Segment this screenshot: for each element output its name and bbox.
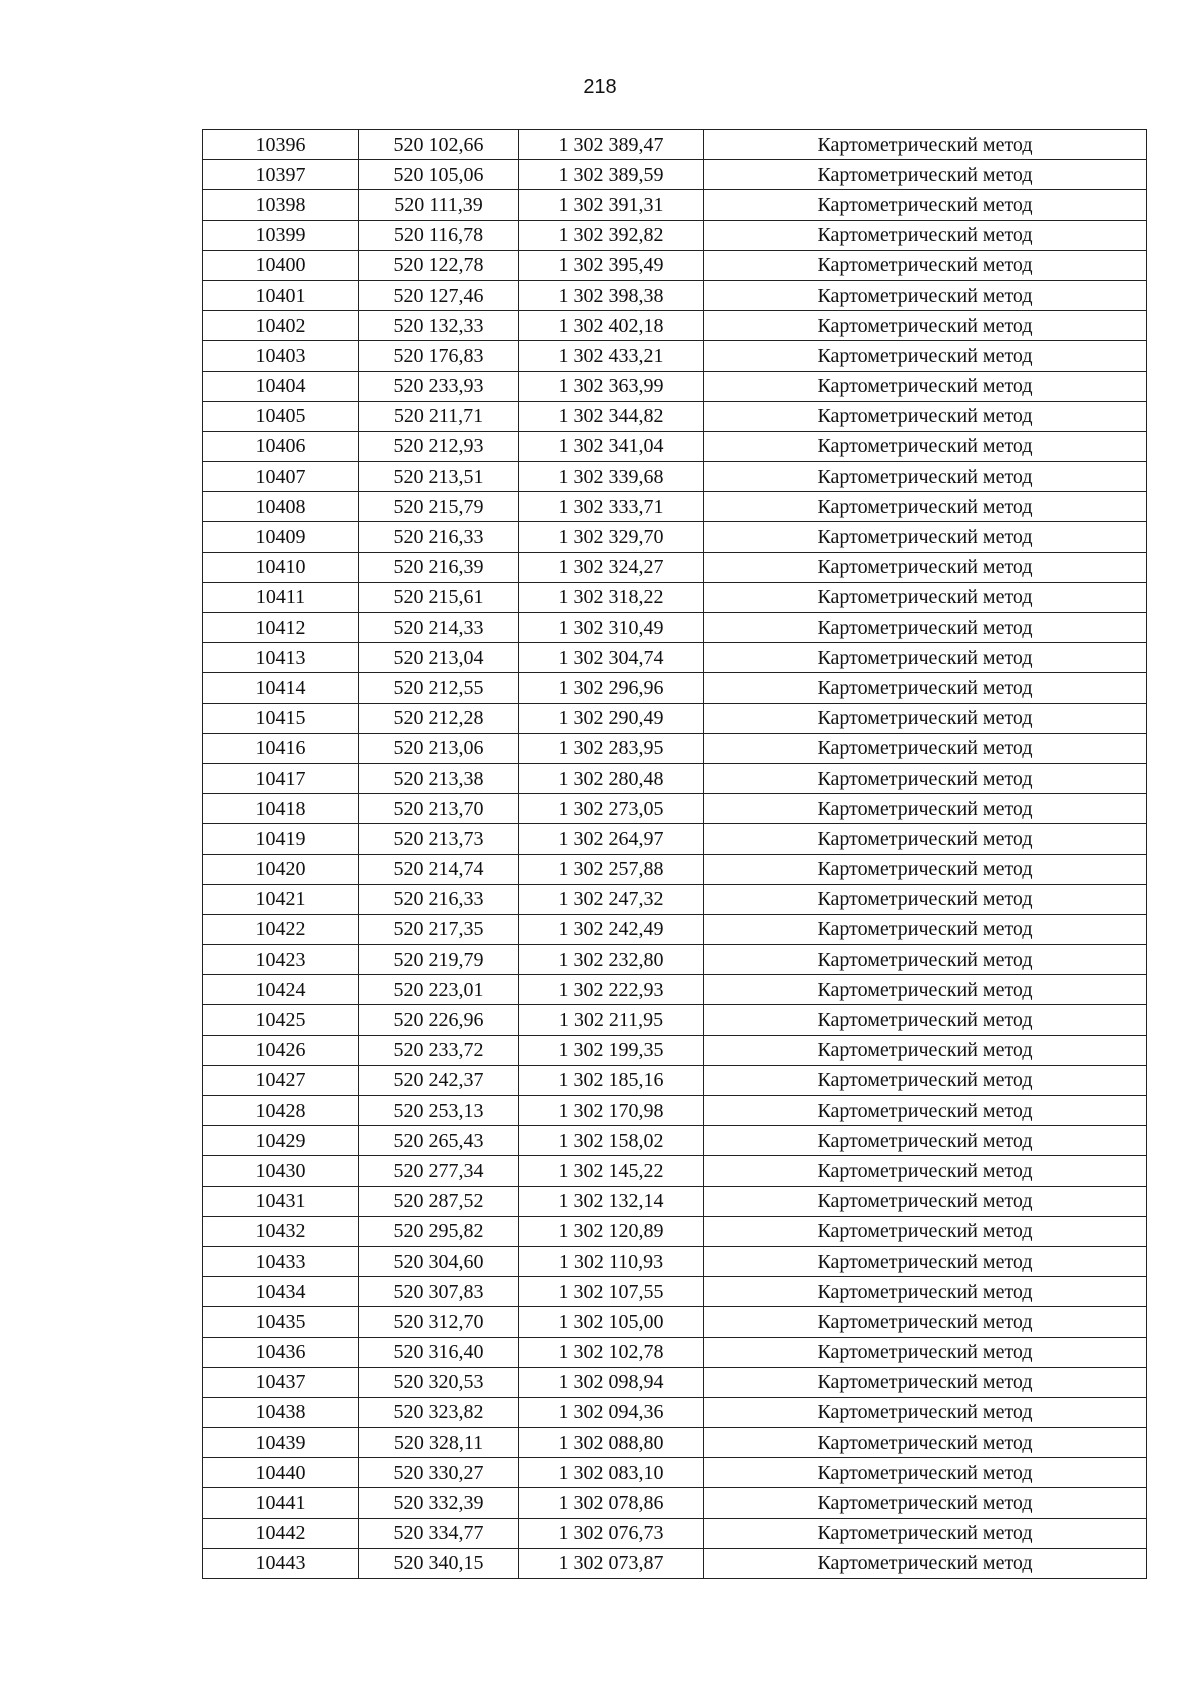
y-coordinate-cell: 1 302 264,97 — [519, 824, 704, 854]
table-row — [203, 220, 1147, 250]
coordinates-table-body — [203, 130, 1147, 1579]
x-coordinate-cell: 520 219,79 — [359, 945, 519, 975]
table-row — [203, 1216, 1147, 1246]
point-number-cell: 10403 — [203, 341, 359, 371]
y-coordinate-cell: 1 302 107,55 — [519, 1277, 704, 1307]
y-coordinate-cell: 1 302 398,38 — [519, 280, 704, 310]
x-coordinate-cell: 520 212,93 — [359, 431, 519, 461]
method-cell: Картометрический метод — [704, 280, 1147, 310]
method-cell: Картометрический метод — [704, 1246, 1147, 1276]
y-coordinate-cell: 1 302 078,86 — [519, 1488, 704, 1518]
y-coordinate-cell: 1 302 120,89 — [519, 1216, 704, 1246]
x-coordinate-cell: 520 287,52 — [359, 1186, 519, 1216]
x-coordinate-cell: 520 295,82 — [359, 1216, 519, 1246]
method-cell: Картометрический метод — [704, 975, 1147, 1005]
table-row — [203, 130, 1147, 160]
y-coordinate-cell: 1 302 273,05 — [519, 794, 704, 824]
y-coordinate-cell: 1 302 076,73 — [519, 1518, 704, 1548]
point-number-cell: 10406 — [203, 431, 359, 461]
method-cell: Картометрический метод — [704, 884, 1147, 914]
point-number-cell: 10437 — [203, 1367, 359, 1397]
x-coordinate-cell: 520 320,53 — [359, 1367, 519, 1397]
y-coordinate-cell: 1 302 392,82 — [519, 220, 704, 250]
method-cell: Картометрический метод — [704, 643, 1147, 673]
method-cell: Картометрический метод — [704, 582, 1147, 612]
method-cell: Картометрический метод — [704, 1186, 1147, 1216]
table-row — [203, 1518, 1147, 1548]
y-coordinate-cell: 1 302 391,31 — [519, 190, 704, 220]
method-cell: Картометрический метод — [704, 492, 1147, 522]
y-coordinate-cell: 1 302 073,87 — [519, 1548, 704, 1578]
table-row — [203, 1458, 1147, 1488]
method-cell: Картометрический метод — [704, 1458, 1147, 1488]
method-cell: Картометрический метод — [704, 794, 1147, 824]
x-coordinate-cell: 520 242,37 — [359, 1065, 519, 1095]
table-row — [203, 582, 1147, 612]
method-cell: Картометрический метод — [704, 763, 1147, 793]
table-row — [203, 1035, 1147, 1065]
method-cell: Картометрический метод — [704, 914, 1147, 944]
point-number-cell: 10416 — [203, 733, 359, 763]
table-row — [203, 1005, 1147, 1035]
method-cell: Картометрический метод — [704, 1277, 1147, 1307]
table-row — [203, 1397, 1147, 1427]
x-coordinate-cell: 520 340,15 — [359, 1548, 519, 1578]
y-coordinate-cell: 1 302 402,18 — [519, 311, 704, 341]
table-row — [203, 431, 1147, 461]
point-number-cell: 10443 — [203, 1548, 359, 1578]
table-row — [203, 492, 1147, 522]
y-coordinate-cell: 1 302 333,71 — [519, 492, 704, 522]
y-coordinate-cell: 1 302 290,49 — [519, 703, 704, 733]
point-number-cell: 10408 — [203, 492, 359, 522]
x-coordinate-cell: 520 211,71 — [359, 401, 519, 431]
y-coordinate-cell: 1 302 098,94 — [519, 1367, 704, 1397]
x-coordinate-cell: 520 213,73 — [359, 824, 519, 854]
method-cell: Картометрический метод — [704, 1216, 1147, 1246]
x-coordinate-cell: 520 217,35 — [359, 914, 519, 944]
point-number-cell: 10398 — [203, 190, 359, 220]
method-cell: Картометрический метод — [704, 341, 1147, 371]
point-number-cell: 10396 — [203, 130, 359, 160]
point-number-cell: 10421 — [203, 884, 359, 914]
point-number-cell: 10433 — [203, 1246, 359, 1276]
x-coordinate-cell: 520 223,01 — [359, 975, 519, 1005]
y-coordinate-cell: 1 302 185,16 — [519, 1065, 704, 1095]
point-number-cell: 10431 — [203, 1186, 359, 1216]
point-number-cell: 10436 — [203, 1337, 359, 1367]
y-coordinate-cell: 1 302 094,36 — [519, 1397, 704, 1427]
point-number-cell: 10434 — [203, 1277, 359, 1307]
x-coordinate-cell: 520 216,39 — [359, 552, 519, 582]
x-coordinate-cell: 520 213,04 — [359, 643, 519, 673]
y-coordinate-cell: 1 302 110,93 — [519, 1246, 704, 1276]
x-coordinate-cell: 520 307,83 — [359, 1277, 519, 1307]
point-number-cell: 10432 — [203, 1216, 359, 1246]
x-coordinate-cell: 520 253,13 — [359, 1096, 519, 1126]
method-cell: Картометрический метод — [704, 1096, 1147, 1126]
table-row — [203, 552, 1147, 582]
method-cell: Картометрический метод — [704, 401, 1147, 431]
table-row — [203, 1548, 1147, 1578]
method-cell: Картометрический метод — [704, 1126, 1147, 1156]
x-coordinate-cell: 520 212,28 — [359, 703, 519, 733]
table-row — [203, 613, 1147, 643]
x-coordinate-cell: 520 105,06 — [359, 160, 519, 190]
y-coordinate-cell: 1 302 242,49 — [519, 914, 704, 944]
y-coordinate-cell: 1 302 105,00 — [519, 1307, 704, 1337]
point-number-cell: 10412 — [203, 613, 359, 643]
point-number-cell: 10425 — [203, 1005, 359, 1035]
y-coordinate-cell: 1 302 145,22 — [519, 1156, 704, 1186]
point-number-cell: 10428 — [203, 1096, 359, 1126]
table-row — [203, 643, 1147, 673]
table-row — [203, 975, 1147, 1005]
method-cell: Картометрический метод — [704, 703, 1147, 733]
point-number-cell: 10397 — [203, 160, 359, 190]
y-coordinate-cell: 1 302 296,96 — [519, 673, 704, 703]
y-coordinate-cell: 1 302 158,02 — [519, 1126, 704, 1156]
x-coordinate-cell: 520 214,33 — [359, 613, 519, 643]
y-coordinate-cell: 1 302 283,95 — [519, 733, 704, 763]
table-row — [203, 250, 1147, 280]
method-cell: Картометрический метод — [704, 613, 1147, 643]
y-coordinate-cell: 1 302 363,99 — [519, 371, 704, 401]
table-row — [203, 462, 1147, 492]
x-coordinate-cell: 520 215,79 — [359, 492, 519, 522]
y-coordinate-cell: 1 302 170,98 — [519, 1096, 704, 1126]
method-cell: Картометрический метод — [704, 1005, 1147, 1035]
x-coordinate-cell: 520 213,06 — [359, 733, 519, 763]
point-number-cell: 10424 — [203, 975, 359, 1005]
x-coordinate-cell: 520 330,27 — [359, 1458, 519, 1488]
x-coordinate-cell: 520 116,78 — [359, 220, 519, 250]
table-row — [203, 1428, 1147, 1458]
table-row — [203, 1065, 1147, 1095]
x-coordinate-cell: 520 122,78 — [359, 250, 519, 280]
x-coordinate-cell: 520 102,66 — [359, 130, 519, 160]
table-row — [203, 733, 1147, 763]
point-number-cell: 10423 — [203, 945, 359, 975]
point-number-cell: 10430 — [203, 1156, 359, 1186]
point-number-cell: 10440 — [203, 1458, 359, 1488]
method-cell: Картометрический метод — [704, 311, 1147, 341]
x-coordinate-cell: 520 334,77 — [359, 1518, 519, 1548]
table-row — [203, 884, 1147, 914]
y-coordinate-cell: 1 302 132,14 — [519, 1186, 704, 1216]
table-row — [203, 945, 1147, 975]
x-coordinate-cell: 520 214,74 — [359, 854, 519, 884]
y-coordinate-cell: 1 302 280,48 — [519, 763, 704, 793]
table-row — [203, 1096, 1147, 1126]
table-row — [203, 703, 1147, 733]
point-number-cell: 10417 — [203, 763, 359, 793]
method-cell: Картометрический метод — [704, 1548, 1147, 1578]
method-cell: Картометрический метод — [704, 250, 1147, 280]
table-row — [203, 854, 1147, 884]
x-coordinate-cell: 520 277,34 — [359, 1156, 519, 1186]
point-number-cell: 10401 — [203, 280, 359, 310]
point-number-cell: 10407 — [203, 462, 359, 492]
point-number-cell: 10404 — [203, 371, 359, 401]
table-row — [203, 522, 1147, 552]
y-coordinate-cell: 1 302 339,68 — [519, 462, 704, 492]
point-number-cell: 10402 — [203, 311, 359, 341]
point-number-cell: 10409 — [203, 522, 359, 552]
point-number-cell: 10405 — [203, 401, 359, 431]
x-coordinate-cell: 520 111,39 — [359, 190, 519, 220]
point-number-cell: 10435 — [203, 1307, 359, 1337]
method-cell: Картометрический метод — [704, 1035, 1147, 1065]
method-cell: Картометрический метод — [704, 945, 1147, 975]
method-cell: Картометрический метод — [704, 1488, 1147, 1518]
x-coordinate-cell: 520 332,39 — [359, 1488, 519, 1518]
point-number-cell: 10415 — [203, 703, 359, 733]
method-cell: Картометрический метод — [704, 854, 1147, 884]
y-coordinate-cell: 1 302 083,10 — [519, 1458, 704, 1488]
table-row — [203, 1246, 1147, 1276]
y-coordinate-cell: 1 302 257,88 — [519, 854, 704, 884]
table-row — [203, 914, 1147, 944]
point-number-cell: 10439 — [203, 1428, 359, 1458]
method-cell: Картометрический метод — [704, 1367, 1147, 1397]
method-cell: Картометрический метод — [704, 130, 1147, 160]
point-number-cell: 10441 — [203, 1488, 359, 1518]
table-row — [203, 1337, 1147, 1367]
method-cell: Картометрический метод — [704, 824, 1147, 854]
y-coordinate-cell: 1 302 433,21 — [519, 341, 704, 371]
table-row — [203, 341, 1147, 371]
table-row — [203, 763, 1147, 793]
x-coordinate-cell: 520 233,93 — [359, 371, 519, 401]
method-cell: Картометрический метод — [704, 1156, 1147, 1186]
method-cell: Картометрический метод — [704, 462, 1147, 492]
method-cell: Картометрический метод — [704, 1307, 1147, 1337]
table-row — [203, 1307, 1147, 1337]
x-coordinate-cell: 520 216,33 — [359, 522, 519, 552]
y-coordinate-cell: 1 302 389,47 — [519, 130, 704, 160]
y-coordinate-cell: 1 302 199,35 — [519, 1035, 704, 1065]
y-coordinate-cell: 1 302 324,27 — [519, 552, 704, 582]
table-row — [203, 824, 1147, 854]
x-coordinate-cell: 520 323,82 — [359, 1397, 519, 1427]
y-coordinate-cell: 1 302 247,32 — [519, 884, 704, 914]
point-number-cell: 10411 — [203, 582, 359, 612]
method-cell: Картометрический метод — [704, 371, 1147, 401]
method-cell: Картометрический метод — [704, 1428, 1147, 1458]
point-number-cell: 10413 — [203, 643, 359, 673]
x-coordinate-cell: 520 304,60 — [359, 1246, 519, 1276]
x-coordinate-cell: 520 226,96 — [359, 1005, 519, 1035]
y-coordinate-cell: 1 302 222,93 — [519, 975, 704, 1005]
point-number-cell: 10418 — [203, 794, 359, 824]
table-row — [203, 1156, 1147, 1186]
table-row — [203, 1367, 1147, 1397]
y-coordinate-cell: 1 302 318,22 — [519, 582, 704, 612]
y-coordinate-cell: 1 302 389,59 — [519, 160, 704, 190]
table-row — [203, 371, 1147, 401]
coordinates-table — [202, 129, 1147, 1579]
table-row — [203, 401, 1147, 431]
table-row — [203, 280, 1147, 310]
x-coordinate-cell: 520 316,40 — [359, 1337, 519, 1367]
x-coordinate-cell: 520 176,83 — [359, 341, 519, 371]
table-row — [203, 1277, 1147, 1307]
method-cell: Картометрический метод — [704, 160, 1147, 190]
point-number-cell: 10429 — [203, 1126, 359, 1156]
method-cell: Картометрический метод — [704, 190, 1147, 220]
y-coordinate-cell: 1 302 304,74 — [519, 643, 704, 673]
table-row — [203, 794, 1147, 824]
x-coordinate-cell: 520 132,33 — [359, 311, 519, 341]
point-number-cell: 10427 — [203, 1065, 359, 1095]
method-cell: Картометрический метод — [704, 522, 1147, 552]
x-coordinate-cell: 520 127,46 — [359, 280, 519, 310]
point-number-cell: 10400 — [203, 250, 359, 280]
method-cell: Картометрический метод — [704, 1337, 1147, 1367]
y-coordinate-cell: 1 302 088,80 — [519, 1428, 704, 1458]
y-coordinate-cell: 1 302 310,49 — [519, 613, 704, 643]
point-number-cell: 10420 — [203, 854, 359, 884]
method-cell: Картометрический метод — [704, 733, 1147, 763]
method-cell: Картометрический метод — [704, 220, 1147, 250]
method-cell: Картометрический метод — [704, 552, 1147, 582]
table-row — [203, 190, 1147, 220]
page-number: 218 — [583, 76, 617, 98]
x-coordinate-cell: 520 328,11 — [359, 1428, 519, 1458]
table-row — [203, 1488, 1147, 1518]
point-number-cell: 10410 — [203, 552, 359, 582]
table-row — [203, 673, 1147, 703]
method-cell: Картометрический метод — [704, 1518, 1147, 1548]
y-coordinate-cell: 1 302 329,70 — [519, 522, 704, 552]
point-number-cell: 10442 — [203, 1518, 359, 1548]
method-cell: Картометрический метод — [704, 431, 1147, 461]
x-coordinate-cell: 520 233,72 — [359, 1035, 519, 1065]
table-row — [203, 1126, 1147, 1156]
x-coordinate-cell: 520 216,33 — [359, 884, 519, 914]
x-coordinate-cell: 520 213,38 — [359, 763, 519, 793]
x-coordinate-cell: 520 213,51 — [359, 462, 519, 492]
y-coordinate-cell: 1 302 102,78 — [519, 1337, 704, 1367]
method-cell: Картометрический метод — [704, 673, 1147, 703]
point-number-cell: 10422 — [203, 914, 359, 944]
point-number-cell: 10414 — [203, 673, 359, 703]
table-row — [203, 311, 1147, 341]
y-coordinate-cell: 1 302 211,95 — [519, 1005, 704, 1035]
table-row — [203, 160, 1147, 190]
x-coordinate-cell: 520 215,61 — [359, 582, 519, 612]
point-number-cell: 10426 — [203, 1035, 359, 1065]
x-coordinate-cell: 520 213,70 — [359, 794, 519, 824]
y-coordinate-cell: 1 302 395,49 — [519, 250, 704, 280]
point-number-cell: 10438 — [203, 1397, 359, 1427]
x-coordinate-cell: 520 312,70 — [359, 1307, 519, 1337]
point-number-cell: 10419 — [203, 824, 359, 854]
x-coordinate-cell: 520 265,43 — [359, 1126, 519, 1156]
y-coordinate-cell: 1 302 344,82 — [519, 401, 704, 431]
y-coordinate-cell: 1 302 341,04 — [519, 431, 704, 461]
method-cell: Картометрический метод — [704, 1065, 1147, 1095]
x-coordinate-cell: 520 212,55 — [359, 673, 519, 703]
y-coordinate-cell: 1 302 232,80 — [519, 945, 704, 975]
point-number-cell: 10399 — [203, 220, 359, 250]
method-cell: Картометрический метод — [704, 1397, 1147, 1427]
table-row — [203, 1186, 1147, 1216]
